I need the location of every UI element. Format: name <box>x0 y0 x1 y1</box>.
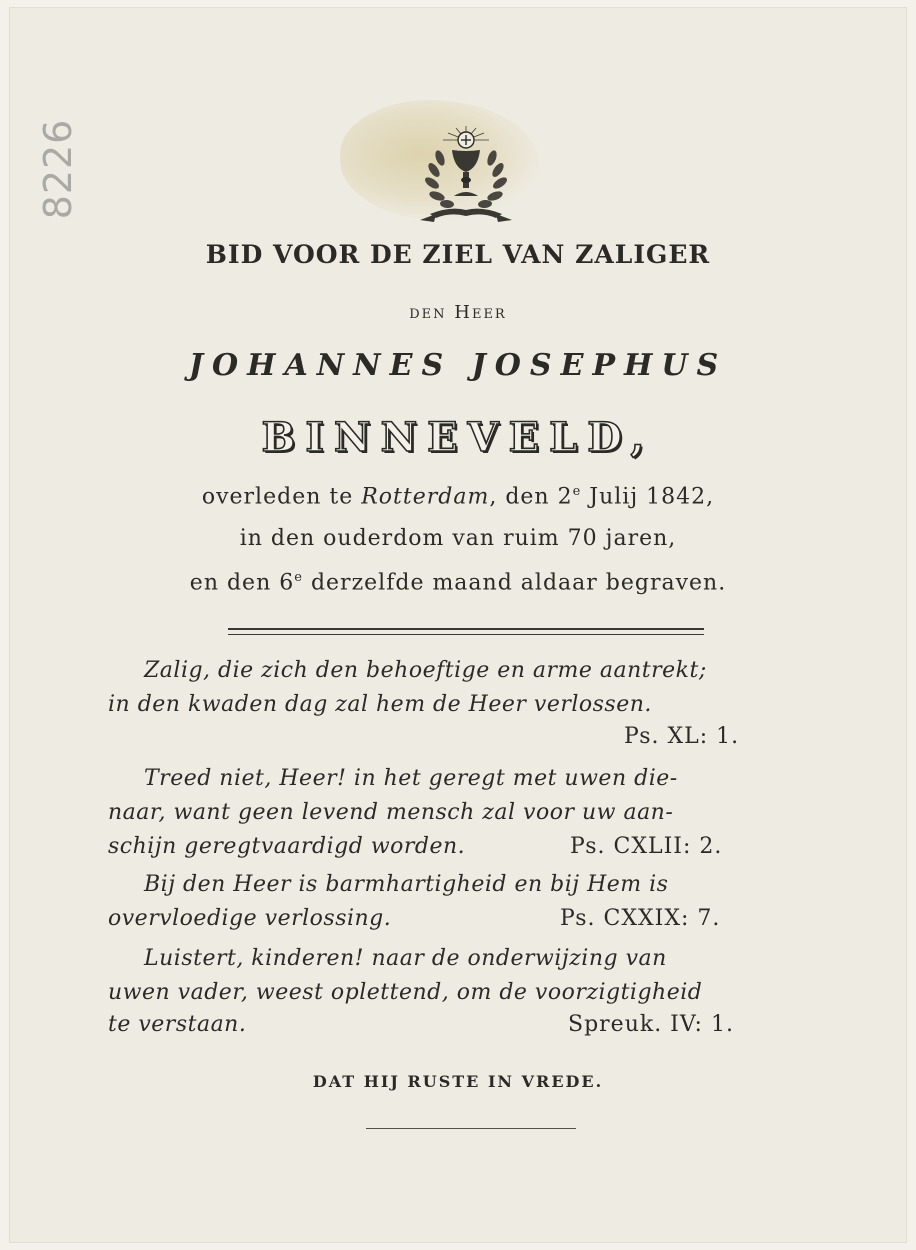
age-details: in den ouderdom van ruim 70 jaren, <box>239 526 677 551</box>
divider-thick <box>228 628 704 630</box>
verse-2-line-2: naar, want geen levend mensch zal voor uw aan- <box>108 800 674 825</box>
verse-4-reference: Spreuk. IV: 1. <box>568 1012 734 1037</box>
verse-2-line-3: schijn geregtvaardigd worden. <box>108 834 466 859</box>
header-title: BID VOOR DE ZIEL VAN ZALIGER <box>205 240 711 269</box>
verse-3-line-2: overvloedige verlossing. <box>108 906 392 931</box>
header-subtitle: den Heer <box>409 302 507 323</box>
given-names: JOHANNES JOSEPHUS <box>188 348 728 383</box>
verse-1-reference: Ps. XL: 1. <box>624 724 740 749</box>
verse-4-line-2: uwen vader, weest oplettend, om de voorzigtigheid <box>108 980 703 1005</box>
death-place: Rotterdam <box>361 484 490 510</box>
prayer-card <box>10 8 906 1242</box>
inventory-number-annotation: 8226 <box>36 118 80 220</box>
verse-3-line-1: Bij den Heer is barmhartigheid en bij Hem is <box>144 872 669 897</box>
surname: BINNEVELD, <box>261 414 655 461</box>
closing-line: DAT HIJ RUSTE IN VREDE. <box>312 1072 604 1091</box>
verse-3-reference: Ps. CXXIX: 7. <box>560 906 721 931</box>
burial-details: en den 6e derzelfde maand aldaar begraven. <box>189 570 727 596</box>
chalice-wreath-icon <box>410 118 522 230</box>
verse-1-line-2: in den kwaden dag zal hem de Heer verlossen. <box>108 692 652 717</box>
verse-1-line-1: Zalig, die zich den behoeftige en arme aantrekt; <box>144 658 707 683</box>
closing-divider <box>366 1128 576 1129</box>
verse-2-reference: Ps. CXLII: 2. <box>570 834 723 859</box>
verse-4-line-1: Luistert, kinderen! naar de onderwijzing van <box>144 946 667 971</box>
verse-2-line-1: Treed niet, Heer! in het geregt met uwen die- <box>144 766 678 791</box>
death-details: overleden te Rotterdam, den 2e Julij 1842, <box>201 484 715 510</box>
verse-4-line-3: te verstaan. <box>108 1012 247 1037</box>
divider-thin <box>228 634 704 635</box>
